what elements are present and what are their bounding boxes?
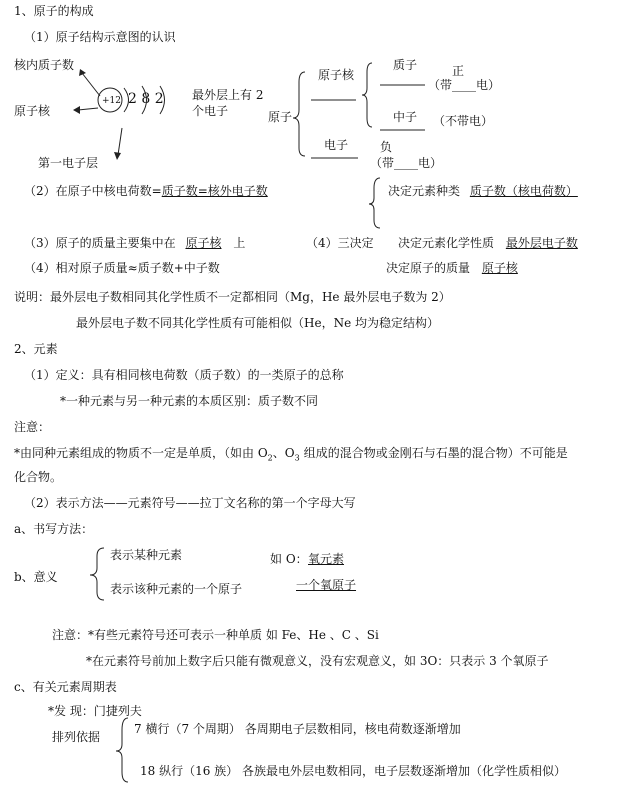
decide-atom-mass-answer: 原子核	[481, 261, 518, 275]
tree-electron: 电子	[324, 138, 349, 152]
decide-element-type-answer: 质子数（核电荷数）	[469, 184, 578, 198]
meaning-label: b、意义	[14, 570, 58, 584]
example-o-element: 氧元素	[308, 552, 345, 566]
discoverer: *发 现：门捷列夫	[48, 704, 142, 718]
example-o-label: 如 O：	[270, 552, 308, 566]
subheading-diagram: （1）原子结构示意图的认识	[24, 30, 176, 44]
note-element-as-substance: 注意：*有些元素符号还可表示一种单质 如 Fe、He 、C 、Si	[52, 628, 379, 642]
rule-charge-underlined: 质子数=核外电子数	[161, 184, 268, 198]
tree-neutron-charge: （不带电）	[433, 114, 494, 128]
relative-atomic-mass: （4）相对原子质量≈质子数+中子数	[24, 261, 220, 275]
tree-electron-charge-word: 负	[380, 140, 393, 154]
note-outer-same: 说明：最外层电子数相同其化学性质不一定都相同（Mg，He 最外层电子数为 2）	[14, 290, 451, 304]
outer-shell-note-line2: 个电子	[192, 104, 229, 118]
tree-nucleus: 原子核	[318, 68, 355, 82]
meaning-element: 表示某种元素	[110, 548, 183, 562]
attention-note-1-cont: 化合物。	[14, 470, 63, 484]
subscript-2: 2	[267, 453, 273, 463]
element-difference: *一种元素与另一种元素的本质区别：质子数不同	[60, 394, 319, 408]
mass-concentration-tail: 上	[233, 236, 246, 250]
label-first-shell: 第一电子层	[38, 156, 99, 170]
tree-atom: 原子	[268, 110, 293, 124]
note-outer-different: 最外层电子数不同其化学性质有可能相似（He，Ne 均为稳定结构）	[76, 316, 439, 330]
groups-row: 18 纵行（16 族） 各族最电外层电数相同，电子层数逐渐增加（化学性质相似）	[140, 764, 566, 778]
arrangement-basis: 排列依据	[52, 730, 101, 744]
subscript-3: 3	[294, 453, 300, 463]
label-atomic-nucleus: 原子核	[14, 104, 51, 118]
decide-element-type-label: 决定元素种类	[388, 184, 461, 198]
electron-counts: 2 8 2	[128, 91, 164, 107]
tree-electron-charge: （带____电）	[370, 156, 443, 170]
attention-label: 注意：	[14, 420, 51, 434]
element-definition: （1）定义：具有相同核电荷数（质子数）的一类原子的总称	[24, 368, 344, 382]
attention-note-1-b: 、O	[272, 446, 295, 460]
decide-atom-mass	[386, 261, 518, 275]
rule-charge-equality	[24, 184, 268, 198]
meaning-atom: 表示该种元素的一个原子	[110, 582, 243, 596]
tree-proton-charge-word: 正	[452, 64, 465, 78]
attention-note-1	[14, 446, 568, 465]
section-title-element: 2、元素	[14, 342, 58, 356]
periods-row: 7 横行（7 个周期） 各周期电子层数相同，核电荷数逐渐增加	[134, 722, 461, 736]
mass-concentration	[24, 236, 245, 250]
writing-method: a、书写方法：	[14, 522, 94, 536]
rule-charge-prefix: （2）在原子中核电荷数=	[24, 184, 162, 198]
outer-shell-note-line1: 最外层上有 2	[192, 88, 264, 102]
mass-concentration-answer: 原子核	[185, 236, 222, 250]
decide-chemical-property	[398, 236, 578, 250]
decide-chemical-property-answer: 最外层电子数	[505, 236, 578, 250]
section-title-atom: 1、原子的构成	[14, 4, 94, 18]
note-coefficient-meaning: *在元素符号前加上数字后只能有微观意义，没有宏观意义，如 3O：只表示 3 个氧原子	[86, 654, 549, 668]
tree-proton-charge: （带____电）	[428, 78, 501, 92]
nucleus-charge: +12	[102, 96, 121, 106]
representation-method: （2）表示方法——元素符号——拉丁文名称的第一个字母大写	[24, 496, 356, 510]
mass-concentration-label: （3）原子的质量主要集中在	[24, 236, 176, 250]
tree-neutron: 中子	[393, 110, 418, 124]
attention-note-1-c: 组成的混合物或金刚石与石墨的混合物）不可能是	[303, 446, 568, 460]
periodic-table-heading: c、有关元素周期表	[14, 680, 117, 694]
three-decisions-heading: （4）三决定	[306, 236, 374, 250]
decide-chemical-property-label: 决定元素化学性质	[398, 236, 495, 250]
label-nucleus-protons: 核内质子数	[14, 58, 75, 72]
example-o-atom: 一个氧原子	[296, 578, 357, 592]
decide-atom-mass-label: 决定原子的质量	[386, 261, 471, 275]
decide-element-type	[388, 184, 578, 198]
tree-proton: 质子	[393, 58, 418, 72]
attention-note-1-a: *由同种元素组成的物质不一定是单质，（如由 O	[14, 446, 268, 460]
